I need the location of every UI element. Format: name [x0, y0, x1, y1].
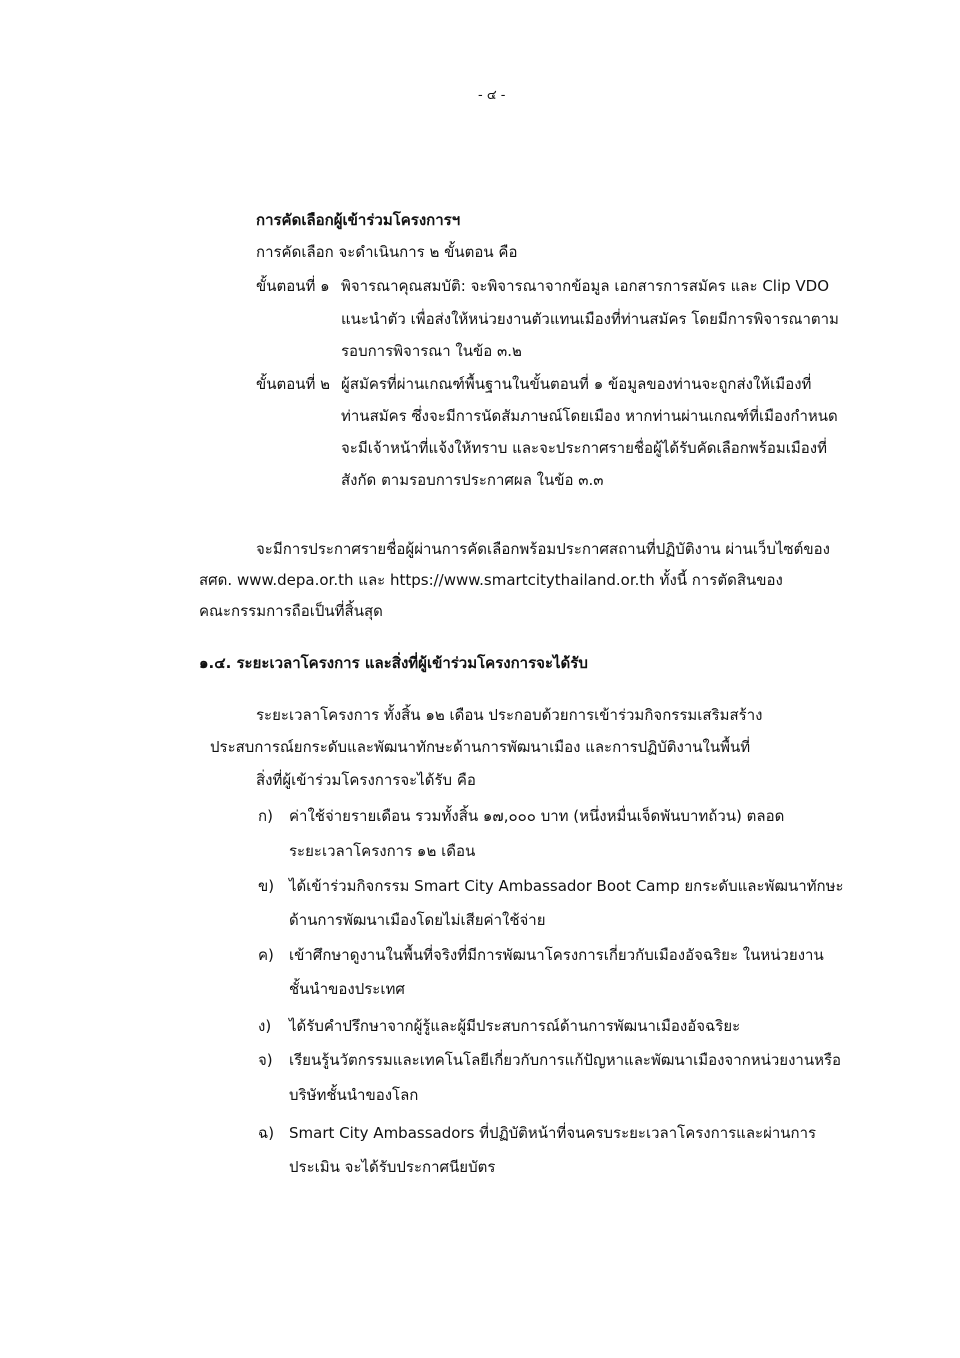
- benefit-line: Smart City Ambassadors ที่ปฏิบัติหน้าที่จนครบระยะเวลาโครงการและผ่านการ: [289, 1124, 817, 1142]
- page-number: - ๔ -: [478, 88, 506, 103]
- step-2-line: จะมีเจ้าหน้าที่แจ้งให้ทราบ และจะประกาศรายชื่อผู้ได้รับคัดเลือกพร้อมเมืองที่: [341, 439, 827, 457]
- benefit-line: บริษัทชั้นนำของโลก: [289, 1086, 419, 1104]
- step-2-line: ผู้สมัครที่ผ่านเกณฑ์พื้นฐานในขั้นตอนที่ ๑ ข้อมูลของท่านจะถูกส่งให้เมืองที่: [341, 375, 812, 393]
- step-2-line: ท่านสมัคร ซึ่งจะมีการนัดสัมภาษณ์โดยเมือง หากท่านผ่านเกณฑ์ที่เมืองกำหนด: [341, 407, 838, 425]
- benefit-label: ข): [258, 877, 275, 895]
- step-1-label: ขั้นตอนที่ ๑: [256, 277, 330, 295]
- benefit-label: ก): [258, 807, 273, 825]
- benefit-label: ง): [258, 1017, 272, 1035]
- duration-line: ประสบการณ์ยกระดับและพัฒนาทักษะด้านการพัฒนาเมือง และการปฏิบัติงานในพื้นที่: [210, 738, 751, 756]
- benefit-line: ระยะเวลาโครงการ ๑๒ เดือน: [289, 842, 476, 860]
- selection-title: การคัดเลือกผู้เข้าร่วมโครงการฯ: [256, 211, 461, 229]
- benefit-label: จ): [258, 1051, 273, 1069]
- benefit-line: เรียนรู้นวัตกรรมและเทคโนโลยีเกี่ยวกับการแก้ปัญหาและพัฒนาเมืองจากหน่วยงานหรือ: [289, 1051, 842, 1069]
- benefit-line: ประเมิน จะได้รับประกาศนียบัตร: [289, 1158, 496, 1176]
- announcement-line-links: สศด. www.depa.or.th และ https://www.smartcitythailand.or.th ทั้งนี้ การตัดสินของ: [199, 571, 783, 589]
- announcement-line: จะมีการประกาศรายชื่อผู้ผ่านการคัดเลือกพร้อมประกาศสถานที่ปฏิบัติงาน ผ่านเว็บไซต์ของ: [256, 540, 830, 558]
- benefit-line: ได้รับคำปรึกษาจากผู้รู้และผู้มีประสบการณ์ด้านการพัฒนาเมืองอัจฉริยะ: [289, 1017, 741, 1035]
- duration-line: ระยะเวลาโครงการ ทั้งสิ้น ๑๒ เดือน ประกอบด้วยการเข้าร่วมกิจกรรมเสริมสร้าง: [256, 706, 763, 724]
- benefit-line: ค่าใช้จ่ายรายเดือน รวมทั้งสิ้น ๑๗,๐๐๐ บาท (หนึ่งหมื่นเจ็ดพันบาทถ้วน) ตลอด: [289, 807, 785, 825]
- selection-intro: การคัดเลือก จะดำเนินการ ๒ ขั้นตอน คือ: [256, 243, 518, 261]
- benefits-intro: สิ่งที่ผู้เข้าร่วมโครงการจะได้รับ คือ: [256, 771, 476, 789]
- step-1-line: รอบการพิจารณา ในข้อ ๓.๒: [341, 342, 522, 360]
- section-1-4-heading: ๑.๔. ระยะเวลาโครงการ และสิ่งที่ผู้เข้าร่วมโครงการจะได้รับ: [199, 654, 588, 672]
- step-2-label: ขั้นตอนที่ ๒: [256, 375, 331, 393]
- benefit-label: ค): [258, 946, 274, 964]
- benefit-line: เข้าศึกษาดูงานในพื้นที่จริงที่มีการพัฒนาโครงการเกี่ยวกับเมืองอัจฉริยะ ในหน่วยงาน: [289, 946, 824, 964]
- step-2-line: สังกัด ตามรอบการประกาศผล ในข้อ ๓.๓: [341, 471, 604, 489]
- announcement-line: คณะกรรมการถือเป็นที่สิ้นสุด: [199, 602, 383, 620]
- benefit-line: ชั้นนำของประเทศ: [289, 980, 405, 998]
- benefit-line: ด้านการพัฒนาเมืองโดยไม่เสียค่าใช้จ่าย: [289, 911, 546, 929]
- step-1-line: พิจารณาคุณสมบัติ: จะพิจารณาจากข้อมูล เอกสารการสมัคร และ Clip VDO: [341, 277, 830, 295]
- benefit-label: ฉ): [258, 1124, 275, 1142]
- benefit-line: ได้เข้าร่วมกิจกรรม Smart City Ambassador Boot Camp ยกระดับและพัฒนาทักษะ: [289, 877, 844, 895]
- step-1-line: แนะนำตัว เพื่อส่งให้หน่วยงานตัวแทนเมืองที่ท่านสมัคร โดยมีการพิจารณาตาม: [341, 310, 839, 328]
